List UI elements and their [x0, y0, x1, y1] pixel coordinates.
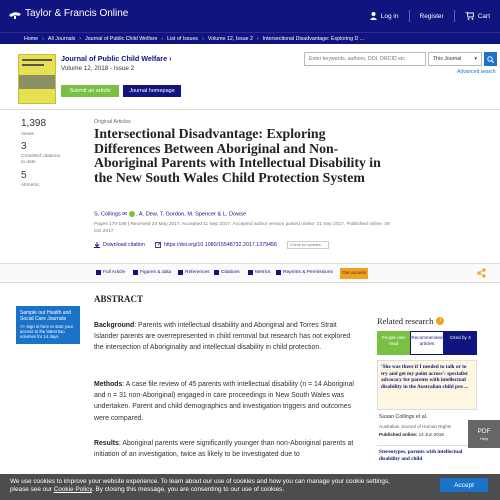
- tab-people-also-read[interactable]: People also read: [377, 331, 410, 355]
- cart-link[interactable]: [455, 12, 500, 20]
- search-button[interactable]: [484, 52, 497, 66]
- cookie-banner: [0, 474, 500, 500]
- cookie-text: please see our: [10, 486, 54, 493]
- search-icon: [487, 56, 494, 63]
- list-icon: [178, 270, 183, 275]
- user-icon: [370, 12, 377, 20]
- related-research-heading: [377, 316, 444, 326]
- sample-journals-promo[interactable]: [16, 306, 80, 344]
- tab-full-article[interactable]: [96, 270, 125, 275]
- quote-icon: [214, 270, 219, 275]
- search-input[interactable]: [304, 52, 426, 66]
- info-icon[interactable]: i: [436, 317, 444, 325]
- section-label: Methods: [94, 381, 123, 388]
- altmetric-count[interactable]: 5: [21, 170, 27, 181]
- document-icon: [96, 270, 101, 275]
- login-label: Log in: [380, 12, 399, 20]
- tab-references[interactable]: [178, 270, 210, 275]
- print-icon: [276, 270, 281, 275]
- related-article-journal: Australian Journal of Human Rights: [379, 424, 452, 429]
- tab-label: Full Article: [103, 270, 126, 275]
- author-rest[interactable]: , A. Dew, T. Gordon, M. Spencer & L. Dowse: [136, 211, 247, 218]
- top-navigation-bar: [0, 0, 500, 32]
- pdf-label: PDF: [477, 427, 491, 435]
- cookie-policy-link[interactable]: Cookie Policy: [53, 486, 92, 493]
- article-tab-bar: [0, 263, 500, 283]
- lamp-logo-icon: [8, 9, 22, 19]
- author-list: [94, 211, 246, 217]
- crossref-label: CrossRef citations to date: [21, 154, 60, 165]
- login-link[interactable]: [360, 12, 409, 20]
- journal-volume: Volume 12, 2018 - Issue 2: [61, 65, 135, 72]
- chevron-right-icon: ›: [161, 35, 164, 42]
- download-citation-link[interactable]: [94, 242, 145, 248]
- section-text: : Aboriginal parents were significantly younger than non-Aboriginal parents at initiation of an investigation, twice as likely to be investigated due to: [94, 440, 354, 459]
- advanced-search-link[interactable]: Advanced search: [457, 69, 496, 75]
- journal-cover-image[interactable]: [18, 54, 56, 104]
- cart-label: Cart: [477, 12, 490, 20]
- link-icon: [155, 242, 161, 248]
- author-first[interactable]: S. Collings: [94, 211, 121, 218]
- cart-icon: [465, 12, 474, 20]
- journal-title-link[interactable]: [61, 54, 172, 63]
- pdf-button[interactable]: [468, 420, 500, 448]
- register-link[interactable]: [410, 13, 454, 20]
- altmetric-label: Altmetric: [21, 183, 40, 188]
- tab-label: Figures & data: [140, 270, 172, 275]
- breadcrumb: [0, 32, 500, 44]
- site-logo[interactable]: [8, 8, 128, 19]
- crossref-count[interactable]: 3: [21, 141, 27, 152]
- article-title: Intersectional Disadvantage: Exploring Differences Between Aboriginal and Non-Aboriginal Parents with Intellectual Disability in the New South Wales Child Protection System: [94, 126, 381, 185]
- search-scope-value: This Journal: [433, 56, 462, 62]
- download-citation-label: Download citation: [103, 242, 145, 248]
- get-access-button[interactable]: Get access: [340, 268, 368, 279]
- breadcrumb-volume[interactable]: Volume 12, Issue 2: [207, 35, 253, 42]
- search-scope-select[interactable]: [428, 52, 482, 66]
- chevron-right-icon: ›: [42, 35, 44, 42]
- related-article-published: [379, 432, 444, 437]
- abstract-heading: ABSTRACT: [94, 294, 144, 304]
- chevron-right-icon: ›: [79, 35, 82, 42]
- abstract-methods: [94, 379, 360, 424]
- tab-metrics[interactable]: [248, 270, 270, 275]
- published-date: 14 Jun 2018: [418, 432, 444, 437]
- logo-text: Taylor & Francis Online: [25, 8, 129, 19]
- section-text: : Parents with intellectual disability and Aboriginal and Torres Strait Islander parents are overrepresented in child removal but research has not explored the intersection of Aboriginality and intellectual disability in child protection.: [94, 322, 351, 352]
- breadcrumb-issues[interactable]: List of Issues: [167, 35, 199, 42]
- tab-label: Reprints & Permissions: [283, 270, 333, 275]
- related-article-link[interactable]: Stereotypes, parents with intellectual disability and child: [377, 445, 477, 475]
- tab-figures[interactable]: [133, 270, 171, 275]
- tab-reprints[interactable]: [276, 270, 333, 275]
- related-article-author: Susan Collings et al.: [379, 414, 428, 420]
- share-icon[interactable]: [477, 268, 486, 278]
- breadcrumb-journal[interactable]: Journal of Public Child Welfare: [85, 35, 158, 42]
- check-for-updates-badge[interactable]: Check for updates: [287, 241, 329, 249]
- doi-value: https://doi.org/10.1080/15548732.2017.1379456: [163, 242, 277, 248]
- section-label: Background: [94, 322, 135, 329]
- views-label: Views: [21, 132, 34, 137]
- register-label: Register: [419, 12, 444, 20]
- promo-subtext: >> Sign in here to start your access to the latest two volumes for 14 days: [20, 324, 74, 339]
- chevron-right-icon: ›: [169, 54, 172, 63]
- tab-label: References: [185, 270, 210, 275]
- journal-homepage-button[interactable]: Journal homepage: [123, 85, 181, 97]
- breadcrumb-all-journals[interactable]: All Journals: [47, 35, 76, 42]
- abstract-results: [94, 438, 360, 460]
- article-type: Original Articles: [94, 119, 131, 125]
- related-article-link[interactable]: 'She was there if I needed to talk or to try and get my point across': specialist advocacy for parents with intellectual disability in the Australian child pro ...: [377, 360, 477, 410]
- journal-title: Journal of Public Child Welfare: [61, 54, 168, 63]
- breadcrumb-current: Intersectional Disadvantage: Exploring D ...: [262, 35, 365, 42]
- cookie-text-line2: [10, 486, 490, 494]
- bar-chart-icon: [248, 270, 253, 275]
- section-label: Results: [94, 440, 119, 447]
- chevron-right-icon: ›: [202, 35, 204, 42]
- envelope-icon[interactable]: ✉: [122, 211, 127, 218]
- tab-citations[interactable]: [214, 270, 240, 275]
- chevron-right-icon: ›: [256, 35, 259, 42]
- tab-cited-by[interactable]: Cited by 3: [444, 331, 477, 355]
- cookie-text: . By closing this message, you are consenting to our use of cookies.: [91, 486, 285, 493]
- help-label: Help: [480, 436, 488, 441]
- section-text: : A case file review of 45 parents with intellectual disability (n = 14 Aboriginal and n = 31 non-Aboriginal) engaged in care proceedings in New South Wales was undertaken. Parent and child demographics and investigation triggers and outcomes were compared.: [94, 381, 354, 422]
- accept-cookies-button[interactable]: Accept: [440, 478, 488, 492]
- published-label: Published online:: [379, 432, 418, 437]
- tab-recommended[interactable]: Recommended articles: [410, 331, 443, 355]
- views-count: 1,398: [21, 118, 47, 129]
- image-icon: [133, 270, 138, 275]
- download-icon: [94, 242, 100, 248]
- doi-link[interactable]: [155, 242, 277, 248]
- chevron-down-icon: ▾: [474, 56, 477, 62]
- publication-history: Pages 170-189 | Received 24 May 2017, Accepted 11 Sep 2017, Accepted author version posted online: 21 Sep 2017, Published online: 09 Oct 2017: [94, 222, 390, 234]
- tab-label: Citations: [221, 270, 240, 275]
- orcid-icon[interactable]: [129, 211, 135, 217]
- breadcrumb-home[interactable]: Home: [24, 35, 39, 42]
- cookie-text-line1: We use cookies to improve your website experience. To learn about our use of cookies and how you can manage your cookie settings,: [10, 478, 390, 485]
- promo-title: Sample our Health and Social Care Journals: [20, 310, 72, 322]
- tab-label: Metrics: [255, 270, 271, 275]
- abstract-background: [94, 320, 360, 354]
- related-heading-text: Related research: [377, 316, 434, 326]
- submit-article-button[interactable]: Submit an article: [61, 85, 119, 97]
- related-tabs: [377, 331, 477, 355]
